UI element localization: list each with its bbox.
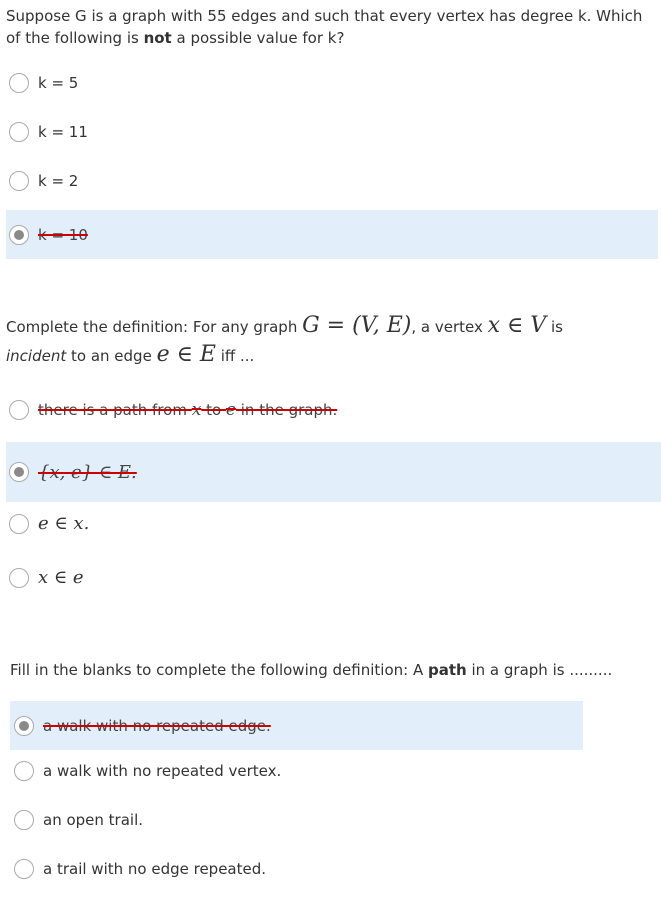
option-label: a trail with no edge repeated. [43, 859, 267, 878]
q1-text-b: a possible value for k? [171, 29, 345, 47]
radio-button[interactable] [9, 73, 29, 93]
q2-text-b: , a vertex [411, 318, 488, 336]
option-label [38, 400, 337, 420]
q1-option-4[interactable] [6, 210, 658, 259]
radio-button[interactable] [14, 810, 34, 830]
question-2-text [6, 312, 658, 370]
q1-option-1[interactable] [6, 58, 309, 107]
q2-text-a: Complete the definition: For any graph [6, 318, 303, 336]
radio-button[interactable] [9, 122, 29, 142]
radio-dot [19, 721, 29, 731]
radio-button[interactable] [9, 171, 29, 191]
question-1-text [6, 5, 658, 49]
q2-option-2[interactable] [6, 442, 661, 502]
radio-button[interactable] [9, 568, 29, 588]
q2-option-3[interactable] [6, 499, 309, 548]
radio-dot [14, 230, 24, 240]
q2-opt1-math-a: x [191, 399, 202, 420]
option-math: e ∈ x. [38, 513, 90, 534]
q2-text-d: to an edge [66, 347, 157, 365]
q2-opt1-text-c: in the graph. [235, 400, 338, 419]
option-label: k = 2 [38, 171, 79, 190]
q1-option-3[interactable] [6, 156, 309, 205]
q2-option-1[interactable] [6, 385, 509, 434]
q1-text-bold: not [143, 29, 172, 47]
q3-option-2[interactable] [10, 746, 414, 795]
radio-button-selected[interactable] [9, 462, 29, 482]
q3-option-3[interactable] [10, 795, 414, 844]
q3-text-b: in a graph is ......... [466, 661, 613, 679]
option-label: a walk with no repeated edge. [43, 716, 271, 735]
q2-option-4[interactable] [6, 553, 309, 602]
option-math: x ∈ e [38, 567, 84, 588]
q2-opt1-text-b: to [201, 400, 226, 419]
option-label: k = 5 [38, 73, 79, 92]
q3-text-bold: path [428, 661, 467, 679]
q2-math-graph: G = (V, E) [302, 313, 412, 338]
q2-text-italic: incident [6, 347, 67, 365]
radio-button[interactable] [14, 859, 34, 879]
q3-option-1[interactable] [10, 701, 583, 750]
q3-option-4[interactable] [10, 844, 414, 893]
option-math: {x, e} ∈ E. [38, 461, 137, 483]
option-label: k = 10 [38, 225, 88, 244]
radio-dot [14, 467, 24, 477]
radio-button[interactable] [9, 400, 29, 420]
q3-text-a: Fill in the blanks to complete the following definition: A [10, 661, 428, 679]
q2-text-c: is [546, 318, 563, 336]
radio-button-selected[interactable] [14, 716, 34, 736]
q2-opt1-text-a: there is a path from [38, 400, 192, 419]
radio-button[interactable] [14, 761, 34, 781]
q2-math-vertex: x ∈ V [487, 313, 547, 338]
option-label: k = 11 [38, 122, 88, 141]
q2-opt1-math-b: e [225, 399, 236, 420]
q2-text-e: iff ... [215, 347, 255, 365]
question-3-text [10, 659, 658, 681]
radio-button-selected[interactable] [9, 225, 29, 245]
option-label: a walk with no repeated vertex. [43, 761, 282, 780]
option-label: an open trail. [43, 810, 144, 829]
q2-math-edge: e ∈ E [156, 342, 216, 367]
radio-button[interactable] [9, 514, 29, 534]
q1-option-2[interactable] [6, 107, 309, 156]
q1-text-a: Suppose G is a graph with 55 edges and such that every vertex has degree k. Which of the following is [6, 7, 643, 47]
